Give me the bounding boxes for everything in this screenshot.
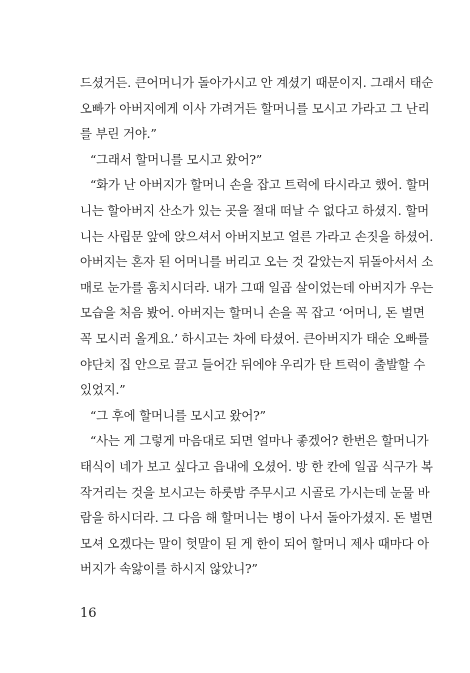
text-line: 니는 사립문 앞에 앉으셔서 아버지보고 얼른 가라고 손짓을 하셨어. [80, 228, 434, 244]
text-line: 니는 할아버지 산소가 있는 곳을 절대 떠날 수 없다고 하셨지. 할머 [80, 202, 429, 218]
text-line: “화가 난 아버지가 할머니 손을 잡고 트럭에 타시라고 했어. 할머 [90, 177, 430, 193]
text-line: “사는 게 그렇게 마음대로 되면 얼마나 좋겠어? 한번은 할머니가 [90, 433, 429, 449]
text-line: 있었지.” [80, 382, 126, 398]
text-line: 드셨거든. 큰어머니가 돌아가시고 안 계셨기 때문이지. 그래서 태순 [80, 75, 434, 90]
text-line: 작거리는 것을 보시고는 하룻밤 주무시고 시골로 가시는데 눈물 바 [80, 484, 430, 500]
text-line: “그 후에 할머니를 모시고 왔어?” [90, 407, 266, 423]
text-line: 버지가 속앓이를 하시지 않았니?” [80, 561, 258, 577]
text-line: 야단치 집 안으로 끌고 들어간 뒤에야 우리가 탄 트럭이 출발할 수 [80, 356, 426, 372]
text-line: 를 부린 거야.” [80, 126, 157, 142]
text-line: 모셔 오겠다는 말이 헛말이 된 게 한이 되어 할머니 제사 때마다 아 [80, 535, 429, 551]
text-line: 모습을 처음 봤어. 아버지는 할머니 손을 꼭 잡고 ‘어머니, 돈 벌면 [80, 305, 425, 321]
text-line: 람을 하시더라. 그 다음 해 할머니는 병이 나서 돌아가셨지. 돈 벌면 [80, 510, 433, 526]
page-number: 16 [80, 606, 97, 621]
text-line: 꼭 모시러 올게요.’ 하시고는 차에 타셨어. 큰아버지가 태순 오빠를 [80, 330, 429, 346]
text-line: 매로 눈가를 훔치시더라. 내가 그때 일곱 살이었는데 아버지가 우는 [80, 279, 434, 295]
text-line: 아버지는 혼자 된 어머니를 버리고 오는 것 같았는지 뒤돌아서서 소 [80, 254, 434, 270]
text-line: 오빠가 아버지에게 이사 가려거든 할머니를 모시고 가라고 그 난리 [80, 100, 430, 116]
text-line: 태식이 네가 보고 싶다고 읍내에 오셨어. 방 한 칸에 일곱 식구가 복 [80, 458, 433, 474]
text-line: “그래서 할머니를 모시고 왔어?” [90, 151, 263, 167]
body-text [80, 70, 434, 582]
